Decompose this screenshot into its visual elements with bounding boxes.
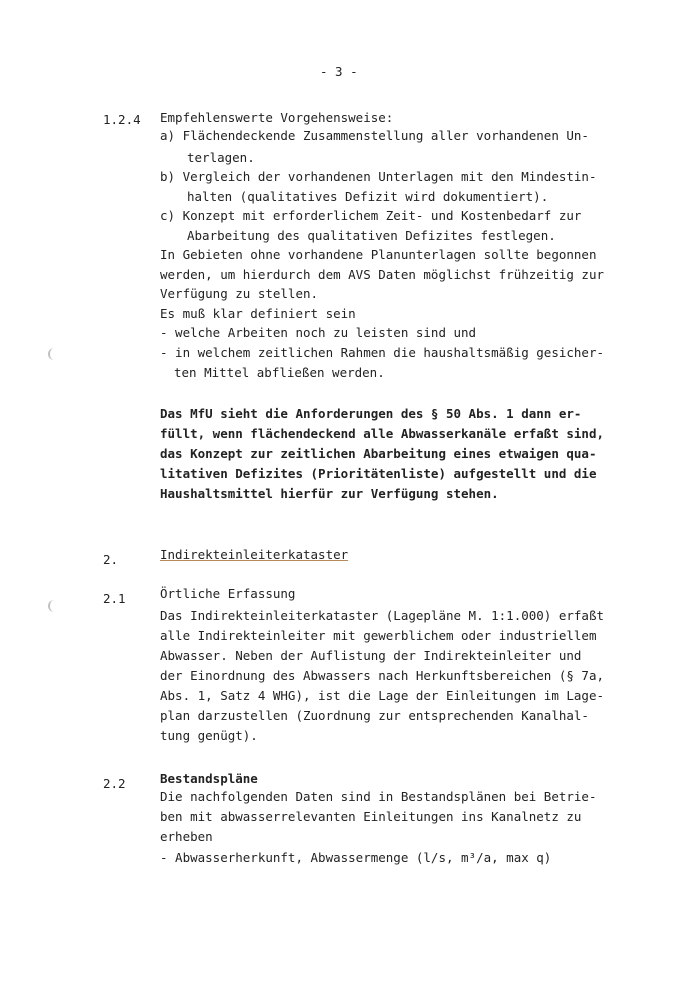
paragraph-line: erheben [160, 829, 213, 844]
list-item-a: a) Flächendeckende Zusammenstellung aller vorhandenen Un- [160, 128, 589, 143]
paragraph-line: Abwasser. Neben der Auflistung der Indirekteinleiter und [160, 648, 582, 663]
paragraph-line: plan darzustellen (Zuordnung zur entsprechenden Kanalhal- [160, 708, 589, 723]
paragraph-line: Das Indirekteinleiterkataster (Lagepläne M. 1:1.000) erfaßt [160, 608, 605, 623]
paragraph-line: werden, um hierdurch dem AVS Daten möglichst frühzeitig zur [160, 267, 605, 282]
page-number: - 3 - [320, 64, 358, 79]
list-item-a-cont: terlagen. [187, 150, 255, 165]
bold-paragraph-line: Das MfU sieht die Anforderungen des § 50 Abs. 1 dann er- [160, 406, 582, 421]
bold-paragraph-line: Haushaltsmittel hierfür zur Verfügung stehen. [160, 486, 499, 501]
paragraph-line: tung genügt). [160, 728, 258, 743]
list-item-b-cont: halten (qualitatives Defizit wird dokumentiert). [187, 189, 549, 204]
bullet-line: - welche Arbeiten noch zu leisten sind und [160, 325, 477, 340]
section-heading-2-2: Bestandspläne [160, 771, 258, 786]
paragraph-line: Die nachfolgenden Daten sind in Bestandsplänen bei Betrie- [160, 789, 597, 804]
list-item-c-cont: Abarbeitung des qualitativen Defizites festlegen. [187, 228, 556, 243]
section-heading-1-2-4: Empfehlenswerte Vorgehensweise: [160, 110, 394, 125]
bullet-line: - in welchem zeitlichen Rahmen die haushaltsmäßig gesicher- [160, 345, 605, 360]
section-number-2-2: 2.2 [103, 776, 126, 791]
bold-paragraph-line: das Konzept zur zeitlichen Abarbeitung eines etwaigen qua- [160, 446, 597, 461]
list-item-c: c) Konzept mit erforderlichem Zeit- und Kostenbedarf zur [160, 208, 582, 223]
paragraph-line: Verfügung zu stellen. [160, 286, 319, 301]
section-heading-2: Indirekteinleiterkataster [160, 547, 349, 562]
bold-paragraph-line: füllt, wenn flächendeckend alle Abwasserkanäle erfaßt sind, [160, 426, 605, 441]
paragraph-line: Es muß klar definiert sein [160, 306, 356, 321]
bullet-line: - Abwasserherkunft, Abwassermenge (l/s, m³/a, max q) [160, 850, 552, 865]
bullet-line-cont: ten Mittel abfließen werden. [174, 365, 385, 380]
bold-paragraph-line: litativen Defizites (Prioritätenliste) aufgestellt und die [160, 466, 597, 481]
section-number-2: 2. [103, 552, 119, 567]
section-number-1-2-4: 1.2.4 [103, 112, 141, 127]
punch-hole-mark [48, 600, 60, 612]
paragraph-line: In Gebieten ohne vorhandene Planunterlagen sollte begonnen [160, 247, 597, 262]
section-number-2-1: 2.1 [103, 591, 126, 606]
paragraph-line: Abs. 1, Satz 4 WHG), ist die Lage der Einleitungen im Lage- [160, 688, 605, 703]
section-heading-2-1: Örtliche Erfassung [160, 586, 296, 601]
paragraph-line: der Einordnung des Abwassers nach Herkunftsbereichen (§ 7a, [160, 668, 605, 683]
paragraph-line: ben mit abwasserrelevanten Einleitungen ins Kanalnetz zu [160, 809, 582, 824]
list-item-b: b) Vergleich der vorhandenen Unterlagen mit den Mindestin- [160, 169, 597, 184]
paragraph-line: alle Indirekteinleiter mit gewerblichem oder industriellem [160, 628, 597, 643]
punch-hole-mark [48, 348, 60, 360]
